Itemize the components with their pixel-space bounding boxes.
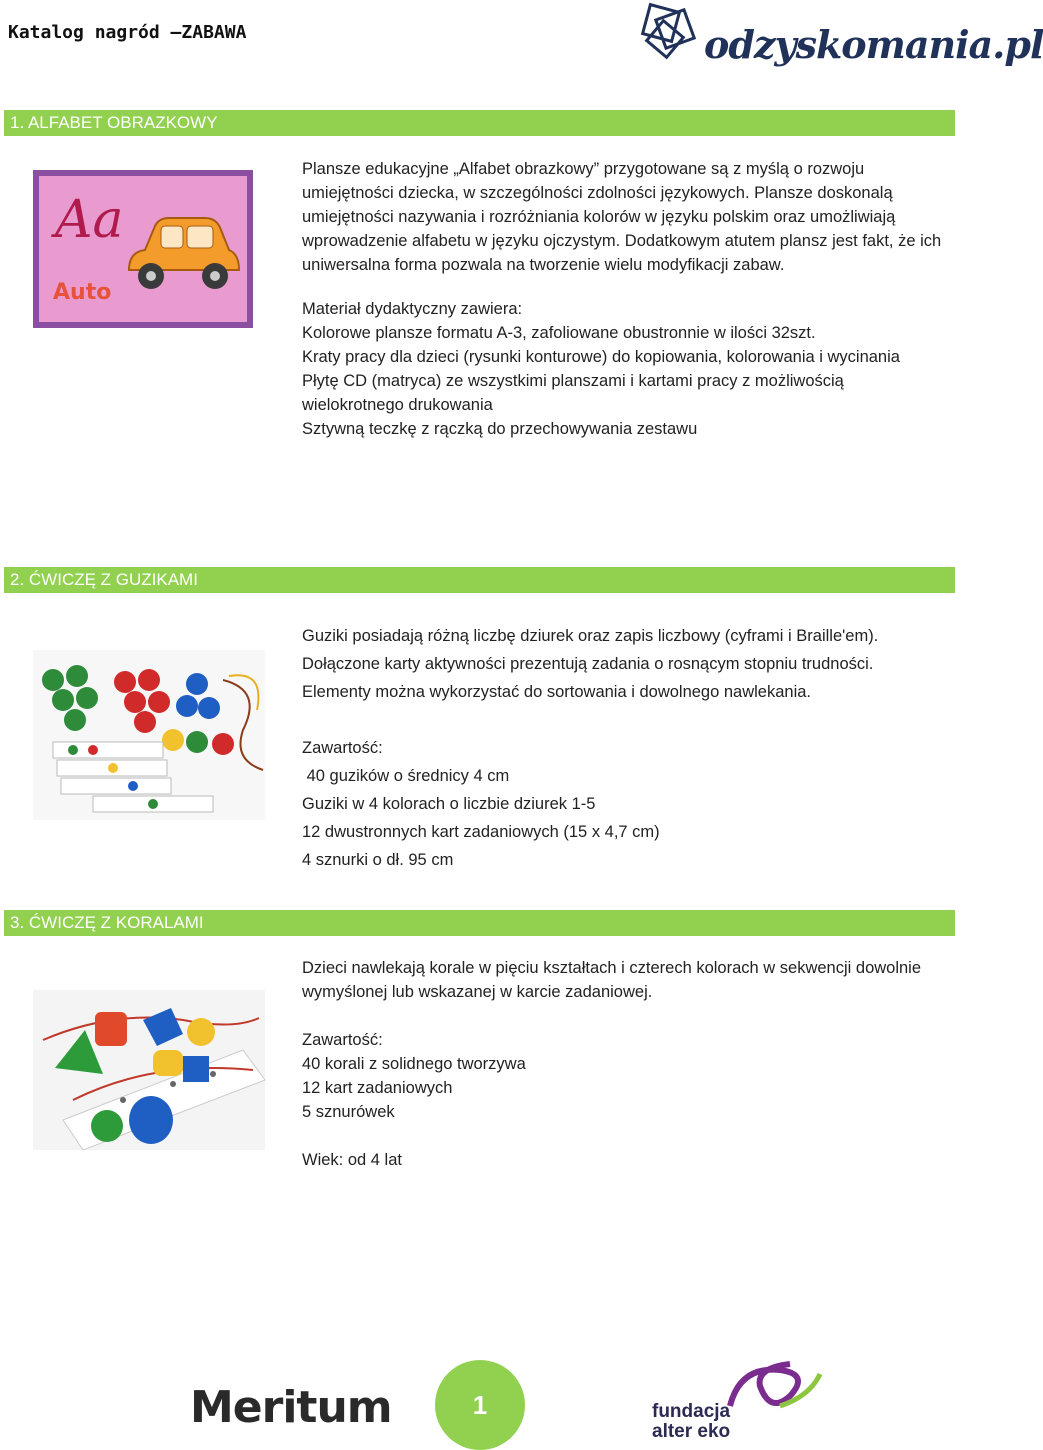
section-2-text bbox=[302, 622, 942, 874]
section-1-item: Kraty pracy dla dzieci (rysunki konturowe) do kopiowania, kolorowania i wycinania bbox=[302, 348, 900, 366]
section-3-item: 5 sznurówek bbox=[302, 1103, 395, 1121]
section-3-text bbox=[302, 956, 942, 1172]
fundacja-swirl-icon bbox=[720, 1356, 830, 1416]
section-1-description: Plansze edukacyjne „Alfabet obrazkowy” przygotowane są z myślą o rozwoju umiejętności dziecka, w szczególności zdolności językowych. Plansze doskonalą umiejętności nazywania i rozróżniania kolorów w języku polskim oraz umożliwiają wprowadzenie alfabetu w języku ojczystym. Dodatkowym atutem plansz jest fakt, że ich uniwersalna forma pozwala na tworzenie wielu modyfikacji zabaw. bbox=[302, 160, 942, 274]
beads-set-image bbox=[33, 990, 265, 1150]
section-2-list-title: Zawartość: bbox=[302, 739, 383, 757]
fundacja-logo bbox=[652, 1402, 730, 1442]
buttons-illustration-icon bbox=[33, 650, 265, 820]
alphabet-card-image bbox=[33, 170, 253, 328]
section-3-item: 40 korali z solidnego tworzywa bbox=[302, 1055, 526, 1073]
meritum-logo: Meritum bbox=[190, 1382, 392, 1433]
section-heading-1: 1. ALFABET OBRAZKOWY bbox=[4, 110, 955, 136]
section-2-item: 4 sznurki o dł. 95 cm bbox=[302, 851, 454, 869]
logo-text: odzyskomania.pl bbox=[704, 22, 1043, 67]
buttons-set-image bbox=[33, 650, 265, 820]
fundacja-logo-line2: alter eko bbox=[652, 1421, 731, 1442]
section-2-item: Guziki w 4 kolorach o liczbie dziurek 1-5 bbox=[302, 795, 596, 813]
section-2-description: Dołączone karty aktywności prezentują zadania o rosnącym stopniu trudności. bbox=[302, 655, 874, 673]
section-1-item: Płytę CD (matryca) ze wszystkimi planszami i kartami pracy z możliwością wielokrotnego drukowania bbox=[302, 372, 844, 414]
section-2-item: 40 guzików o średnicy 4 cm bbox=[302, 767, 510, 785]
section-1-list-title: Materiał dydaktyczny zawiera: bbox=[302, 300, 523, 318]
section-1-item: Sztywną teczkę z rączką do przechowywania zestawu bbox=[302, 420, 698, 438]
section-1-text bbox=[302, 157, 942, 441]
page-number: 1 bbox=[435, 1360, 525, 1450]
section-2-item: 12 dwustronnych kart zadaniowych (15 x 4,7 cm) bbox=[302, 823, 660, 841]
beads-illustration-icon bbox=[33, 990, 265, 1150]
document-title: Katalog nagród –ZABAWA bbox=[8, 22, 247, 43]
section-3-description: Dzieci nawlekają korale w pięciu kształtach i czterech kolorach w sekwencji dowolnie wymyślonej lub wskazanej w karcie zadaniowej. bbox=[302, 959, 922, 1001]
alphabet-card-word: Auto bbox=[53, 280, 112, 305]
section-heading-2: 2. ĆWICZĘ Z GUZIKAMI bbox=[4, 567, 955, 593]
section-3-list-title: Zawartość: bbox=[302, 1031, 383, 1049]
section-3-age: Wiek: od 4 lat bbox=[302, 1151, 402, 1169]
alphabet-card-letters: Aa bbox=[55, 190, 124, 250]
section-2-description: Elementy można wykorzystać do sortowania i dowolnego nawlekania. bbox=[302, 683, 812, 701]
section-1-item: Kolorowe plansze formatu A-3, zafoliowane obustronnie w ilości 32szt. bbox=[302, 324, 816, 342]
section-3-item: 12 kart zadaniowych bbox=[302, 1079, 453, 1097]
fundacja-logo-line1: fundacja bbox=[652, 1401, 731, 1422]
section-heading-3: 3. ĆWICZĘ Z KORALAMI bbox=[4, 910, 955, 936]
car-icon bbox=[125, 212, 243, 296]
section-2-description: Guziki posiadają różną liczbę dziurek oraz zapis liczbowy (cyframi i Braille'em). bbox=[302, 627, 879, 645]
